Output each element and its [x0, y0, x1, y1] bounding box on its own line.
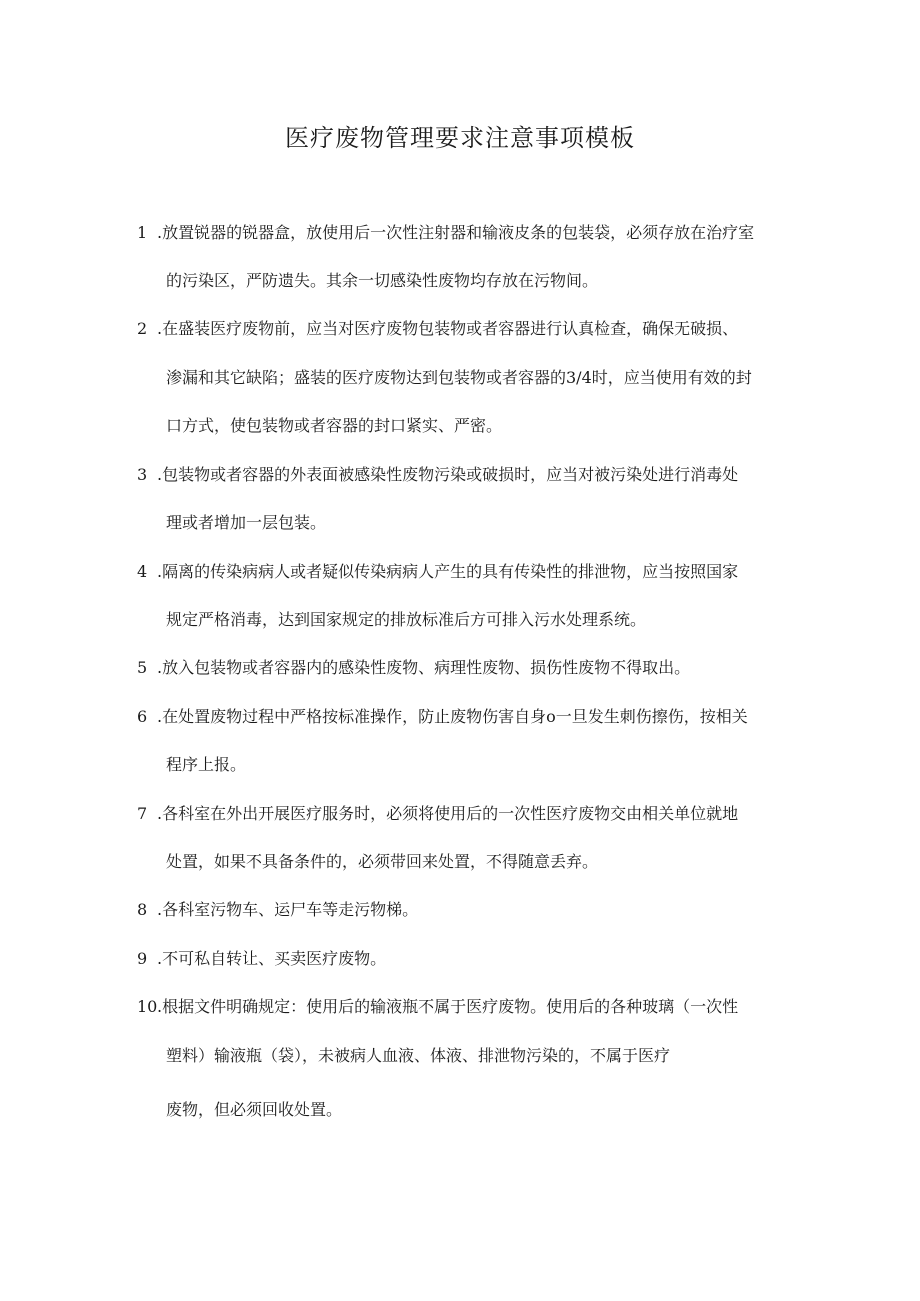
item-number: 7 — [137, 804, 148, 823]
item-text-line: 塑料）输液瓶（袋），未被病人血液、体液、排泄物污染的，不属于医疗 — [166, 1046, 671, 1065]
item-text-line: 规定严格消毒，达到国家规定的排放标准后方可排入污水处理系统。 — [166, 610, 647, 629]
item-number: 3 — [137, 465, 148, 484]
item-number: 10 — [137, 997, 158, 1016]
item-text-line: .放置锐器的锐器盒，放使用后一次性注射器和输液皮条的包装袋，必须存放在治疗室 — [157, 223, 755, 242]
item-text-line: .放入包装物或者容器内的感染性废物、病理性废物、损伤性废物不得取出。 — [157, 658, 691, 677]
item-text-line: .各科室在外出开展医疗服务时，必须将使用后的一次性医疗废物交由相关单位就地 — [157, 804, 739, 823]
item-text-line: 理或者增加一层包装。 — [166, 513, 327, 532]
item-number: 2 — [137, 319, 148, 338]
item-text-line: 的污染区，严防遗失。其余一切感染性废物均存放在污物间。 — [166, 271, 599, 290]
item-number: 4 — [137, 562, 148, 581]
item-number: 5 — [137, 658, 148, 677]
item-text-line: .包装物或者容器的外表面被感染性废物污染或破损时，应当对被污染处进行消毒处 — [157, 465, 739, 484]
item-number: 1 — [137, 223, 148, 242]
document-title: 医疗废物管理要求注意事项模板 — [285, 124, 635, 152]
item-number: 8 — [137, 900, 148, 919]
item-text-line: .在处置废物过程中严格按标准操作，防止废物伤害自身o一旦发生刺伤擦伤，按相关 — [157, 707, 748, 726]
item-text-line: .在盛装医疗废物前，应当对医疗废物包装物或者容器进行认真检查，确保无破损、 — [157, 319, 739, 338]
item-text-line: .隔离的传染病病人或者疑似传染病病人产生的具有传染性的排泄物，应当按照国家 — [157, 562, 739, 581]
item-number: 6 — [137, 707, 148, 726]
item-text-line: 程序上报。 — [166, 755, 247, 774]
item-text-line: 渗漏和其它缺陷；盛装的医疗废物达到包装物或者容器的3/4时，应当使用有效的封 — [166, 368, 752, 387]
item-text-line: .各科室污物车、运尸车等走污物梯。 — [157, 900, 419, 919]
item-text-line: 废物，但必须回收处置。 — [166, 1100, 343, 1119]
item-text-line: .不可私自转让、买卖医疗废物。 — [157, 949, 387, 968]
item-number: 9 — [137, 949, 148, 968]
item-text-line: 处置，如果不具备条件的，必须带回来处置，不得随意丢弃。 — [166, 852, 599, 871]
item-text-line: .根据文件明确规定：使用后的输液瓶不属于医疗废物。使用后的各种玻璃（一次性 — [157, 997, 739, 1016]
item-text-line: 口方式，使包装物或者容器的封口紧实、严密。 — [166, 416, 503, 435]
